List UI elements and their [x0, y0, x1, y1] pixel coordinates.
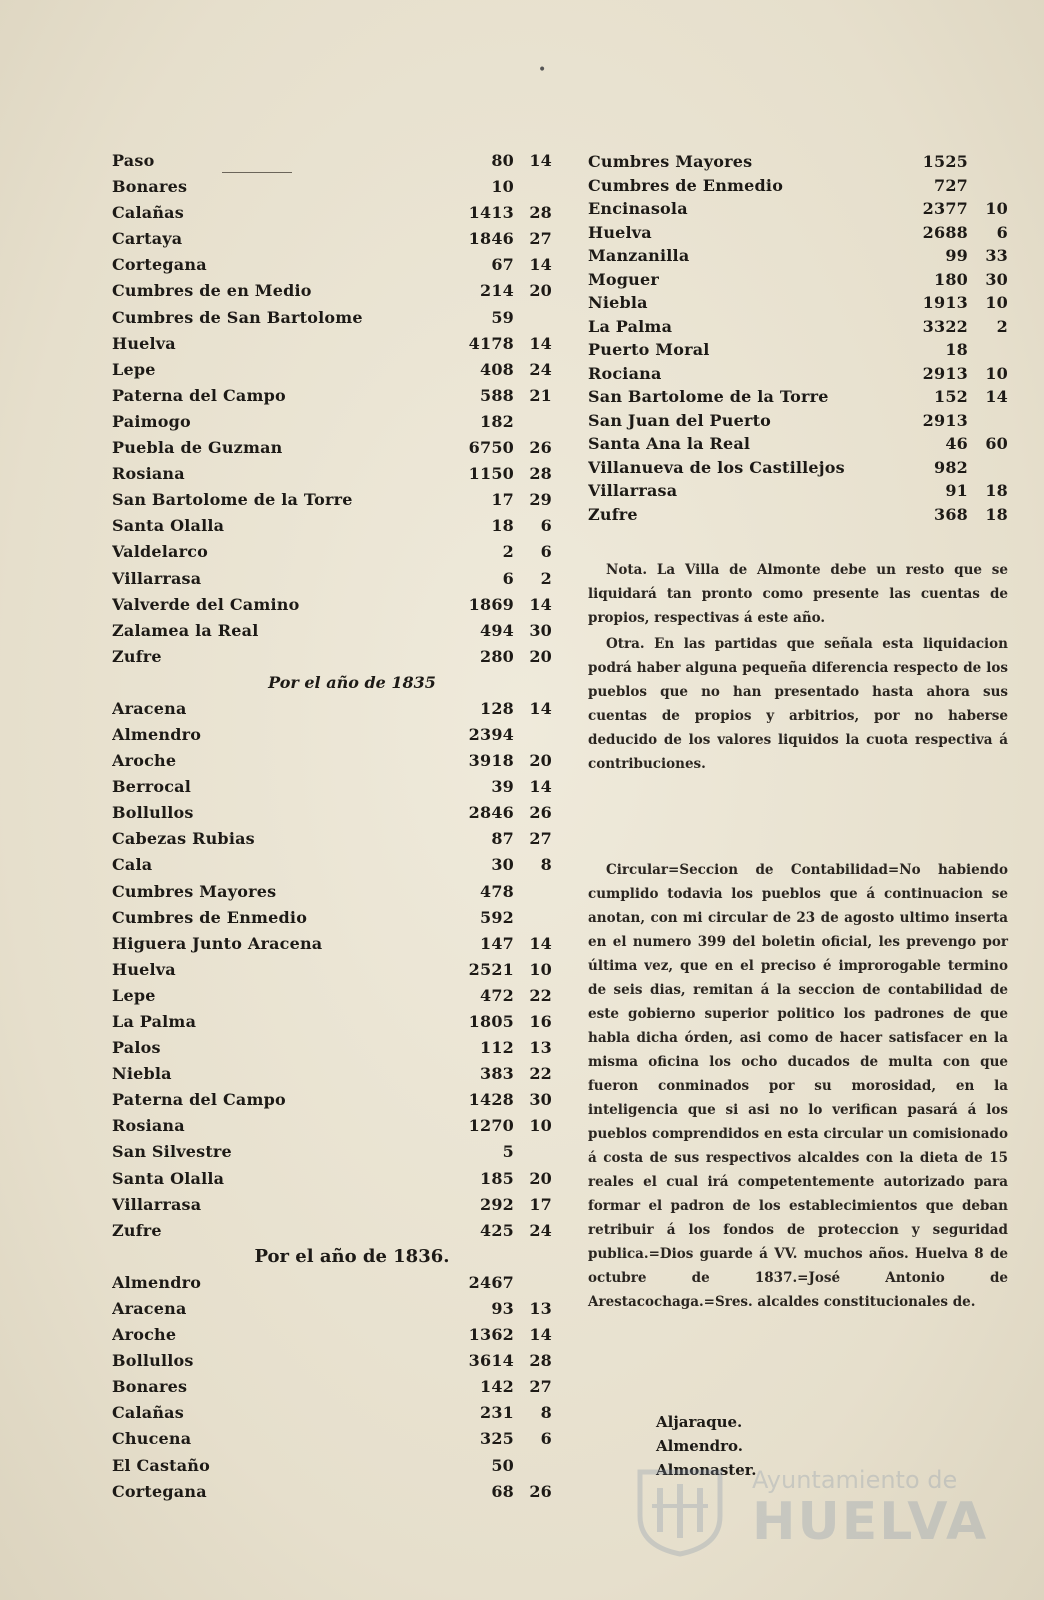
row-name: Paso: [112, 151, 155, 170]
table-row: [112, 592, 552, 618]
table-row: [112, 1061, 552, 1087]
row-value-fraction: 17: [529, 1194, 552, 1214]
row-value-main: 472: [480, 985, 514, 1005]
row-name: Cortegana: [112, 1481, 207, 1501]
addressee-item: Almonaster.: [656, 1461, 757, 1479]
row-value-main: 50: [491, 1455, 514, 1475]
row-value-fraction: 14: [529, 777, 552, 797]
table-row: [112, 748, 552, 774]
table-row: [112, 618, 552, 644]
row-value-fraction: 14: [529, 594, 552, 614]
row-value-fraction: 8: [540, 1403, 552, 1423]
row-name: Zufre: [588, 504, 638, 524]
row-name: Calañas: [112, 1403, 184, 1423]
row-name: Almendro: [112, 1272, 202, 1292]
row-value-main: 3322: [922, 316, 968, 336]
row-name: Aroche: [112, 751, 177, 771]
table-row: [112, 1087, 552, 1113]
rows-block-b: [112, 696, 552, 1244]
row-value-main: 383: [480, 1064, 514, 1084]
row-value-fraction: 30: [529, 620, 552, 640]
row-value-main: 80: [491, 151, 514, 170]
right-column: [588, 150, 1008, 526]
row-value-main: 93: [491, 1298, 514, 1318]
row-value-main: 478: [480, 881, 514, 901]
row-value-main: 10: [491, 177, 514, 197]
row-value-fraction: 28: [529, 203, 552, 223]
row-name: Paterna del Campo: [112, 1090, 286, 1110]
row-name: Aracena: [112, 698, 187, 718]
row-name: El Castaño: [112, 1455, 211, 1475]
table-row: [112, 1322, 552, 1348]
table-row: [112, 852, 552, 878]
row-name: Paterna del Campo: [112, 385, 286, 405]
table-row: [112, 774, 552, 800]
row-value-main: 1869: [468, 594, 514, 614]
table-row: [112, 879, 552, 905]
row-value-main: 280: [480, 646, 514, 666]
row-name: Cumbres de San Bartolome: [112, 307, 363, 327]
row-name: Manzanilla: [588, 246, 690, 265]
row-value-main: 1428: [468, 1090, 514, 1110]
row-value-fraction: 14: [529, 151, 552, 170]
row-name: Aroche: [112, 1325, 177, 1345]
row-value-main: 180: [934, 269, 968, 289]
row-name: San Bartolome de la Torre: [112, 490, 353, 510]
row-value-main: 5: [502, 1142, 514, 1162]
row-value-fraction: 20: [529, 281, 552, 301]
table-row: [112, 1348, 552, 1374]
row-value-fraction: 20: [529, 1168, 552, 1188]
row-value-main: 18: [945, 340, 968, 359]
row-name: Rosiana: [112, 1116, 185, 1136]
row-value-fraction: 21: [529, 385, 552, 405]
row-value-fraction: 26: [529, 1481, 552, 1501]
row-value-fraction: 14: [529, 333, 552, 353]
table-row: [112, 1035, 552, 1061]
table-row: [112, 1453, 552, 1479]
row-value-main: 2521: [468, 959, 514, 979]
row-value-fraction: 2: [540, 568, 552, 588]
table-row: [112, 252, 552, 278]
row-value-main: 1150: [468, 464, 514, 484]
row-value-main: 2688: [922, 222, 968, 242]
row-value-fraction: 10: [985, 363, 1008, 383]
row-value-fraction: 10: [529, 1116, 552, 1136]
row-name: Moguer: [588, 269, 660, 289]
row-value-main: 231: [480, 1403, 514, 1423]
table-row: [112, 566, 552, 592]
row-value-main: 6750: [468, 438, 514, 458]
table-row: [112, 1166, 552, 1192]
row-value-main: 982: [934, 457, 968, 477]
row-value-fraction: 10: [529, 959, 552, 979]
row-value-fraction: 24: [529, 359, 552, 379]
table-row: [588, 503, 1008, 527]
row-value-fraction: 14: [529, 255, 552, 275]
row-value-main: 408: [480, 359, 514, 379]
row-value-main: 6: [502, 568, 514, 588]
row-value-main: 292: [480, 1194, 514, 1214]
table-row: [588, 268, 1008, 292]
row-name: Rosiana: [112, 464, 185, 484]
row-value-main: 67: [491, 255, 514, 275]
watermark-line-2: HUELVA: [752, 1492, 989, 1552]
addressee-item: Aljaraque.: [656, 1413, 743, 1431]
row-name: Santa Olalla: [112, 1168, 225, 1188]
coat-of-arms-icon: [630, 1466, 730, 1558]
row-value-main: 182: [480, 411, 514, 431]
heading-year-1836: Por el año de 1836.: [254, 1245, 450, 1267]
row-value-fraction: 20: [529, 751, 552, 771]
row-value-main: 39: [491, 777, 514, 797]
row-value-main: 46: [945, 434, 968, 453]
row-value-fraction: 8: [540, 855, 552, 875]
row-name: Zufre: [112, 646, 162, 666]
table-row: [112, 1139, 552, 1165]
row-name: Palos: [112, 1038, 161, 1058]
rows-block-a: [112, 148, 552, 670]
row-value-fraction: 6: [540, 516, 552, 536]
row-value-main: 128: [480, 698, 514, 718]
row-value-fraction: 24: [529, 1220, 552, 1240]
row-value-main: 68: [491, 1481, 514, 1501]
table-row: [112, 983, 552, 1009]
heading-year-1835: Por el año de 1835: [268, 672, 436, 692]
table-row: [112, 1374, 552, 1400]
row-value-fraction: 14: [529, 698, 552, 718]
table-row: [588, 456, 1008, 480]
row-name: Villarrasa: [112, 568, 202, 588]
row-name: Cortegana: [112, 255, 207, 275]
row-value-fraction: 28: [529, 464, 552, 484]
row-name: Villarrasa: [112, 1194, 202, 1214]
row-value-main: 1846: [468, 229, 514, 249]
row-name: Paimogo: [112, 411, 191, 431]
row-name: La Palma: [588, 316, 673, 336]
row-value-fraction: 14: [529, 933, 552, 953]
row-value-main: 325: [480, 1429, 514, 1449]
note-otra: Otra. En las partidas que señala esta liquidacion podrá haber alguna pequeña diferencia respecto de los pueblos que no han presentado hasta ahora sus cuentas de propios y arbitrios, por no haberse deducido de los valores liquidos la cuota respectiva á contribuciones.: [588, 636, 1008, 772]
table-row: [112, 800, 552, 826]
row-name: Almendro: [112, 724, 202, 744]
table-row: [112, 1192, 552, 1218]
row-value-fraction: 22: [529, 1064, 552, 1084]
row-name: Bonares: [112, 1377, 188, 1397]
table-row: [588, 150, 1008, 174]
table-row: [112, 1426, 552, 1452]
row-value-fraction: 2: [996, 316, 1008, 336]
table-row: [112, 539, 552, 565]
row-name: Cartaya: [112, 229, 183, 249]
table-row: [112, 513, 552, 539]
rows-block-c: [112, 1270, 552, 1505]
table-row: [112, 409, 552, 435]
row-value-fraction: 26: [529, 438, 552, 458]
row-value-fraction: 6: [540, 1429, 552, 1449]
notes-section: [588, 558, 1008, 778]
rows-block-right: [588, 150, 1008, 526]
row-value-main: 3614: [468, 1351, 514, 1371]
row-name: Cumbres de en Medio: [112, 281, 312, 301]
table-row: [588, 362, 1008, 386]
row-name: Lepe: [112, 359, 156, 379]
row-name: Cala: [112, 855, 153, 875]
row-name: Huelva: [588, 222, 652, 242]
row-value-fraction: 20: [529, 646, 552, 666]
table-row: [588, 291, 1008, 315]
row-name: Encinasola: [588, 199, 688, 218]
row-name: Cumbres de Enmedio: [588, 175, 784, 195]
row-value-main: 87: [491, 829, 514, 849]
row-name: Lepe: [112, 985, 156, 1005]
table-row: [112, 200, 552, 226]
table-row: [112, 1400, 552, 1426]
row-name: Chucena: [112, 1429, 192, 1449]
row-value-fraction: 18: [985, 481, 1008, 500]
row-value-fraction: 10: [985, 199, 1008, 218]
row-value-main: 152: [934, 387, 968, 406]
row-value-main: 214: [480, 281, 514, 301]
row-value-main: 1525: [922, 152, 968, 171]
row-value-fraction: 27: [529, 1377, 552, 1397]
ink-mark: •: [538, 62, 547, 78]
circular-text: Circular=Seccion de Contabilidad=No habiendo cumplido todavia los pueblos que á continuacion se anotan, con mi circular de 23 de agosto ultimo inserta en el numero 399 del boletin oficial, les prevengo por última vez, que en el preciso é improrogable termino de seis dias, remitan á la seccion de contabilidad de este gobierno superior politico los padrones de que habla dicha órden, asi como de hacer satisfacer en la misma oficina los ocho ducados de multa con que fueron conminados por su morosidad, en la inteligencia que si asi no lo verifican pasará á los pueblos comprendidos en esta circular un comisionado á costa de sus respectivos alcaldes con la dieta de 15 reales el cual irá competentemente autorizado para formar el padron de los establecimientos que deban retribuir á los fondos de proteccion y seguridad publica.=Dios guarde á VV. muchos años. Huelva 8 de octubre de 1837.=José Antonio de Arestacochaga.=Sres. alcaldes constitucionales de.: [588, 862, 1008, 1310]
table-row: [112, 148, 552, 174]
row-value-main: 99: [945, 246, 968, 265]
table-row: [112, 722, 552, 748]
watermark-line-1: Ayuntamiento de: [752, 1466, 958, 1494]
row-value-fraction: 18: [985, 504, 1008, 524]
table-row: [112, 957, 552, 983]
row-name: La Palma: [112, 1012, 197, 1031]
row-name: Cumbres de Enmedio: [112, 907, 308, 927]
table-row: [112, 461, 552, 487]
row-value-main: 17: [491, 490, 514, 510]
row-name: Zufre: [112, 1220, 162, 1240]
table-row: [112, 305, 552, 331]
row-value-main: 592: [480, 907, 514, 927]
row-name: Villarrasa: [588, 481, 678, 500]
table-row: [112, 931, 552, 957]
table-row: [112, 357, 552, 383]
table-row: [112, 278, 552, 304]
row-value-main: 2: [502, 542, 514, 562]
row-name: Puerto Moral: [588, 340, 710, 359]
row-name: Higuera Junto Aracena: [112, 933, 323, 953]
table-row: [112, 331, 552, 357]
row-name: Santa Ana la Real: [588, 434, 751, 453]
table-row: [112, 1218, 552, 1244]
row-value-fraction: 22: [529, 985, 552, 1005]
row-value-fraction: 6: [996, 222, 1008, 242]
row-name: Rociana: [588, 363, 662, 383]
row-value-main: 147: [480, 933, 514, 953]
row-name: Aracena: [112, 1298, 187, 1318]
row-name: San Juan del Puerto: [588, 410, 772, 430]
table-row: [588, 315, 1008, 339]
table-row: [588, 432, 1008, 456]
row-value-fraction: 14: [985, 387, 1008, 406]
row-name: Bollullos: [112, 1351, 194, 1371]
table-row: [112, 826, 552, 852]
row-name: Cumbres Mayores: [588, 152, 753, 171]
addressee-item: Almendro.: [656, 1437, 744, 1455]
row-value-fraction: 14: [529, 1325, 552, 1345]
row-name: Puebla de Guzman: [112, 438, 283, 458]
table-row: [588, 197, 1008, 221]
table-row: [112, 435, 552, 461]
row-value-main: 2467: [468, 1272, 514, 1292]
archive-watermark: [630, 1460, 989, 1560]
row-value-main: 142: [480, 1377, 514, 1397]
row-name: Huelva: [112, 333, 176, 353]
row-name: Berrocal: [112, 777, 192, 797]
table-row: [112, 383, 552, 409]
row-value-main: 4178: [468, 333, 514, 353]
row-value-main: 2846: [468, 803, 514, 823]
row-value-fraction: 26: [529, 803, 552, 823]
table-row: [112, 1479, 552, 1505]
row-name: Cabezas Rubias: [112, 829, 255, 849]
row-value-main: 1805: [468, 1012, 514, 1031]
row-value-fraction: 30: [529, 1090, 552, 1110]
table-row: [112, 696, 552, 722]
row-value-main: 2913: [922, 410, 968, 430]
row-value-main: 727: [934, 175, 968, 195]
row-name: Zalamea la Real: [112, 620, 259, 640]
row-name: San Silvestre: [112, 1142, 232, 1162]
circular-section: [588, 858, 1008, 1314]
row-value-fraction: 60: [985, 434, 1008, 453]
row-name: Santa Olalla: [112, 516, 225, 536]
row-value-main: 1362: [468, 1325, 514, 1345]
row-value-fraction: 28: [529, 1351, 552, 1371]
table-row: [112, 1009, 552, 1035]
table-row: [112, 1270, 552, 1296]
row-value-fraction: 27: [529, 829, 552, 849]
row-value-fraction: 6: [540, 542, 552, 562]
left-column: [112, 148, 552, 1505]
row-value-main: 1270: [468, 1116, 514, 1136]
row-name: Villanueva de los Castillejos: [588, 457, 845, 477]
table-row: [112, 1296, 552, 1322]
table-row: [112, 226, 552, 252]
note-almonte: Nota. La Villa de Almonte debe un resto que se liquidará tan pronto como presente las cuentas de propios, respectivas á este año.: [588, 562, 1008, 626]
row-value-main: 185: [480, 1168, 514, 1188]
row-name: San Bartolome de la Torre: [588, 387, 829, 406]
table-row: [112, 487, 552, 513]
row-value-main: 2394: [468, 724, 514, 744]
table-row: [588, 244, 1008, 268]
table-row: [112, 644, 552, 670]
row-value-fraction: 30: [985, 269, 1008, 289]
table-row: [112, 905, 552, 931]
table-row: [112, 174, 552, 200]
table-row: [588, 409, 1008, 433]
row-value-main: 2377: [922, 199, 968, 218]
row-name: Niebla: [588, 293, 648, 312]
row-value-fraction: 10: [985, 293, 1008, 312]
row-value-main: 1913: [922, 293, 968, 312]
row-value-main: 59: [491, 307, 514, 327]
row-value-fraction: 27: [529, 229, 552, 249]
row-name: Calañas: [112, 203, 184, 223]
row-name: Huelva: [112, 959, 176, 979]
table-row: [588, 479, 1008, 503]
row-value-main: 2913: [922, 363, 968, 383]
table-row: [588, 385, 1008, 409]
row-value-main: 494: [480, 620, 514, 640]
table-row: [588, 221, 1008, 245]
row-value-main: 18: [491, 516, 514, 536]
row-name: Niebla: [112, 1064, 172, 1084]
row-name: Valverde del Camino: [112, 594, 300, 614]
table-row: [588, 174, 1008, 198]
row-name: Bonares: [112, 177, 188, 197]
row-value-fraction: 16: [529, 1012, 552, 1031]
row-value-main: 3918: [468, 751, 514, 771]
row-value-main: 1413: [468, 203, 514, 223]
row-name: Cumbres Mayores: [112, 881, 277, 901]
row-value-fraction: 29: [529, 490, 552, 510]
row-name: Valdelarco: [112, 542, 209, 562]
table-row: [112, 1113, 552, 1139]
row-value-fraction: 13: [529, 1038, 552, 1058]
row-value-main: 112: [480, 1038, 514, 1058]
row-value-fraction: 33: [985, 246, 1008, 265]
row-value-main: 588: [480, 385, 514, 405]
row-value-main: 91: [945, 481, 968, 500]
table-row: [588, 338, 1008, 362]
row-value-main: 425: [480, 1220, 514, 1240]
row-value-main: 368: [934, 504, 968, 524]
row-value-main: 30: [491, 855, 514, 875]
row-name: Bollullos: [112, 803, 194, 823]
row-value-fraction: 13: [529, 1298, 552, 1318]
